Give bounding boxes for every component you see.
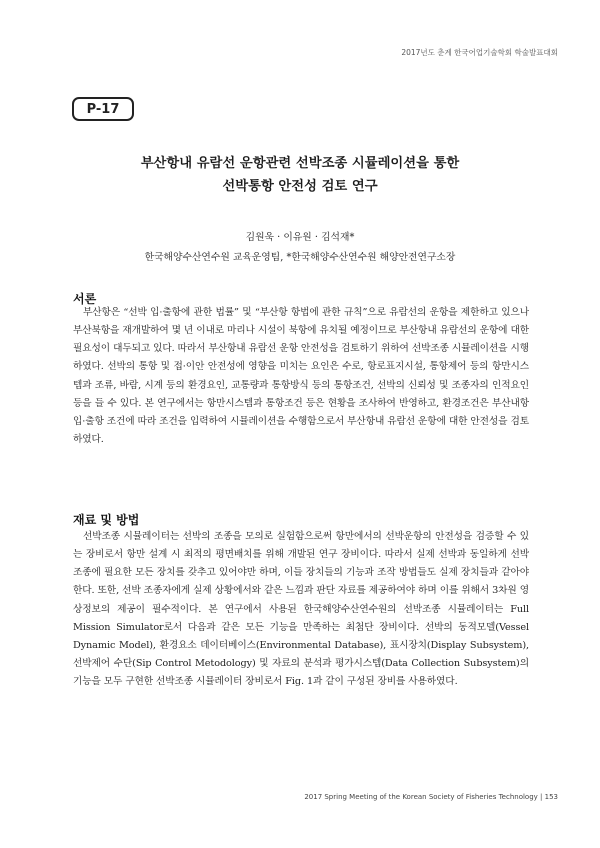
section-body-methods: 선박조종 시뮬레이터는 선박의 조종을 모의로 실험함으로써 항만에서의 선박운항의 안전성을 검증할 수 있는 장비로서 항만 설계 시 최적의 평면배치를 위해 개발된 연구 장비이다. 따라서 실제 선박과 동일하게 선박 조종에 필요한 모든 장치를 갖추고 있어야만 하며, 이들 장치들의 기능과 조작 방법들도 실제 장치들과 같아야 한다. 또한, 선박 조종자에게 실제 상황에서와 같은 느낌과 판단 자료를 제공하여야 하며 이를 위해서 3차원 영상정보의 제공이 필수적이다. 본 연구에서 사용된 한국해양수산연수원의 선박조종 시뮬레이터는 Full Mission Simulator로서 다음과 같은 모든 기능을 만족하는 최첨단 장비이다. 선박의 동적모델(Vessel Dynamic Model), 환경요소 데이터베이스(Environmental Database), 표시장치(Display Subsystem), 선박제어 수단(Sip Control Metodology) 및 자료의 분석과 평가시스템(Data Collection Subsystem)의 기능을 모두 구현한 선박조종 시뮬레이터 장비로서 Fig. 1과 같이 구성된 장비를 사용하였다.	[73, 531, 529, 688]
page-footer	[304, 793, 558, 801]
page-number: 153	[544, 793, 558, 801]
conference-header: 2017년도 춘계 한국어업기술학회 학술발표대회	[401, 48, 558, 57]
paper-title	[60, 152, 540, 198]
affiliation-line: 한국해양수산연수원 교육운영팀, *한국해양수산연수원 해양안전연구소장	[144, 252, 456, 263]
paper-title-line-1: 부산항내 유람선 운항관련 선박조종 시뮬레이션을 통한	[140, 156, 460, 171]
footer-meeting-name: 2017 Spring Meeting of the Korean Society of Fisheries Technology	[304, 793, 538, 801]
poster-number-badge: P-17	[72, 97, 134, 121]
author-list: 김원욱 · 이유원 · 김석재*	[245, 232, 355, 243]
footer-separator: |	[540, 793, 543, 801]
section-heading-introduction: 서론	[73, 292, 97, 306]
section-heading-methods: 재료 및 방법	[73, 513, 140, 527]
paper-title-line-2: 선박통항 안전성 검토 연구	[222, 179, 378, 194]
section-body-introduction: 부산항은 “선박 입·출항에 관한 법률” 및 “부산항 항법에 관한 규칙”으로 유람선의 운항을 제한하고 있으나 부산북항을 재개발하여 몇 년 이내로 마리나 시설이 북항에 유치될 예정이므로 부산항내 유람선의 운항에 대한 필요성이 대두되고 있다. 따라서 부산항내 유람선 운항 안전성을 검토하기 위하여 선박조종 시뮬레이션을 시행하였다. 선박의 통항 및 접·이안 안전성에 영향을 미치는 요인은 수로, 항로표지시설, 통항제어 등의 항만시스템과 조류, 바람, 시계 등의 환경요인, 교통량과 통항방식 등의 통항조건, 선박의 신뢰성 및 조종자의 인적요인 등을 들 수 있다. 본 연구에서는 항만시스템과 통항조건 등은 현황을 조사하여 반영하고, 환경조건은 부산내항 입·출항 조건에 따라 조건을 입력하여 시뮬레이션을 수행함으로서 부산항내 유람선 운항에 대한 안전성을 검토하였다.	[73, 307, 529, 446]
